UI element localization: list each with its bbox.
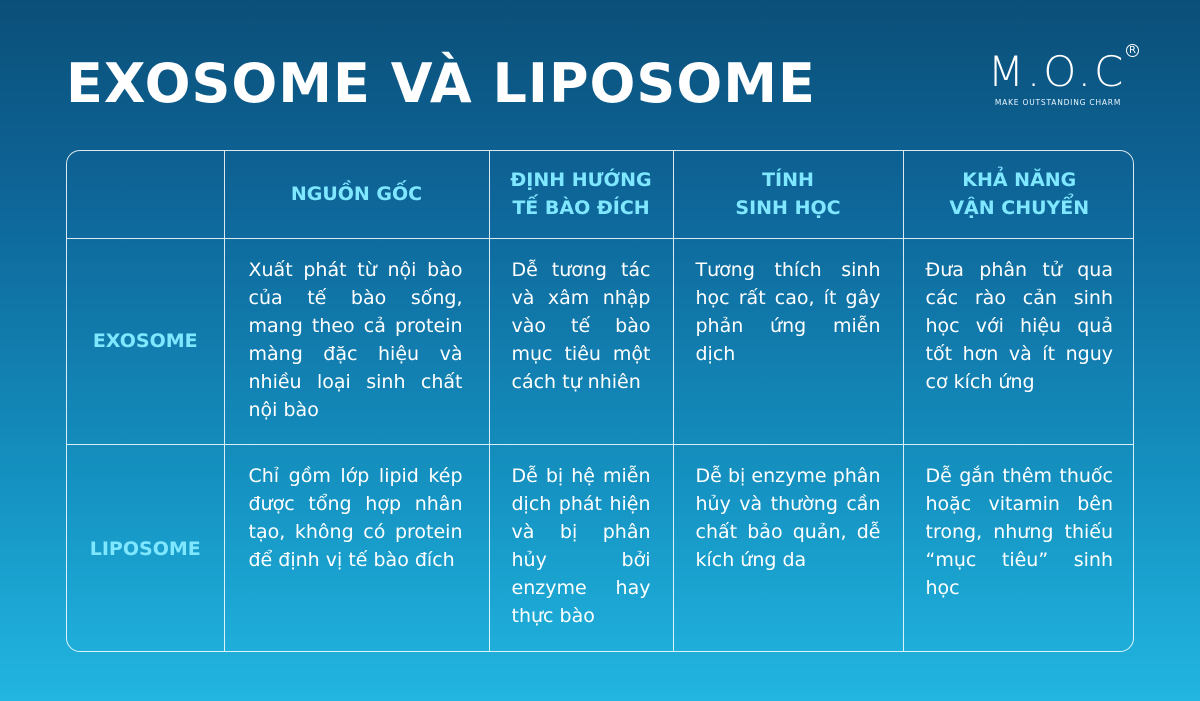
cell-text: Dễ bị hệ miễn dịch phát hiện và bị phân hủy bởi enzyme hay thực bào bbox=[511, 464, 651, 627]
table-row bbox=[67, 238, 1134, 444]
comparison-table bbox=[66, 150, 1134, 652]
registered-mark: R bbox=[1126, 44, 1139, 57]
cell-exosome-nguon-goc bbox=[224, 238, 489, 444]
cell-text: Xuất phát từ nội bào của tế bào sống, mang theo cả protein màng đặc hiệu và nhiều loại sinh chất nội bào bbox=[248, 258, 463, 421]
brand-logo bbox=[980, 46, 1140, 116]
cell-text: Chỉ gồm lớp lipid kép được tổng hợp nhân tạo, không có protein để định vị tế bào đích bbox=[248, 464, 463, 571]
header-row bbox=[67, 151, 1134, 238]
page-title: EXOSOME VÀ LIPOSOME bbox=[66, 52, 816, 115]
header-corner bbox=[67, 151, 224, 238]
table-row bbox=[67, 444, 1134, 652]
cell-exosome-tinh-sinh-hoc bbox=[673, 238, 903, 444]
header-tinh-sinh-hoc: TÍNH SINH HỌC bbox=[673, 151, 903, 238]
cell-text: Dễ gắn thêm thuốc hoặc vitamin bên trong, nhưng thiếu “mục tiêu” sinh học bbox=[925, 464, 1113, 599]
cell-text: Đưa phân tử qua các rào cản sinh học với hiệu quả tốt hơn và ít nguy cơ kích ứng bbox=[925, 258, 1113, 393]
cell-text: Tương thích sinh học rất cao, ít gây phản ứng miễn dịch bbox=[695, 258, 881, 365]
header-kha-nang: KHẢ NĂNG VẬN CHUYỂN bbox=[903, 151, 1134, 238]
row-label-liposome: LIPOSOME bbox=[67, 444, 224, 652]
cell-liposome-kha-nang bbox=[903, 444, 1134, 652]
header-nguon-goc: NGUỒN GỐC bbox=[224, 151, 489, 238]
cell-liposome-tinh-sinh-hoc bbox=[673, 444, 903, 652]
cell-exosome-kha-nang bbox=[903, 238, 1134, 444]
cell-liposome-dinh-huong bbox=[489, 444, 673, 652]
header-dinh-huong: ĐỊNH HƯỚNG TẾ BÀO ĐÍCH bbox=[489, 151, 673, 238]
cell-text: Dễ tương tác và xâm nhập vào tế bào mục tiêu một cách tự nhiên bbox=[511, 258, 651, 393]
cell-exosome-dinh-huong bbox=[489, 238, 673, 444]
row-label-exosome: EXOSOME bbox=[67, 238, 224, 444]
cell-liposome-nguon-goc bbox=[224, 444, 489, 652]
logo-tagline: MAKE OUTSTANDING CHARM bbox=[994, 98, 1122, 107]
logo-wordmark: M.O.C bbox=[987, 47, 1127, 96]
cell-text: Dễ bị enzyme phân hủy và thường cần chất bảo quản, dễ kích ứng da bbox=[695, 464, 881, 571]
